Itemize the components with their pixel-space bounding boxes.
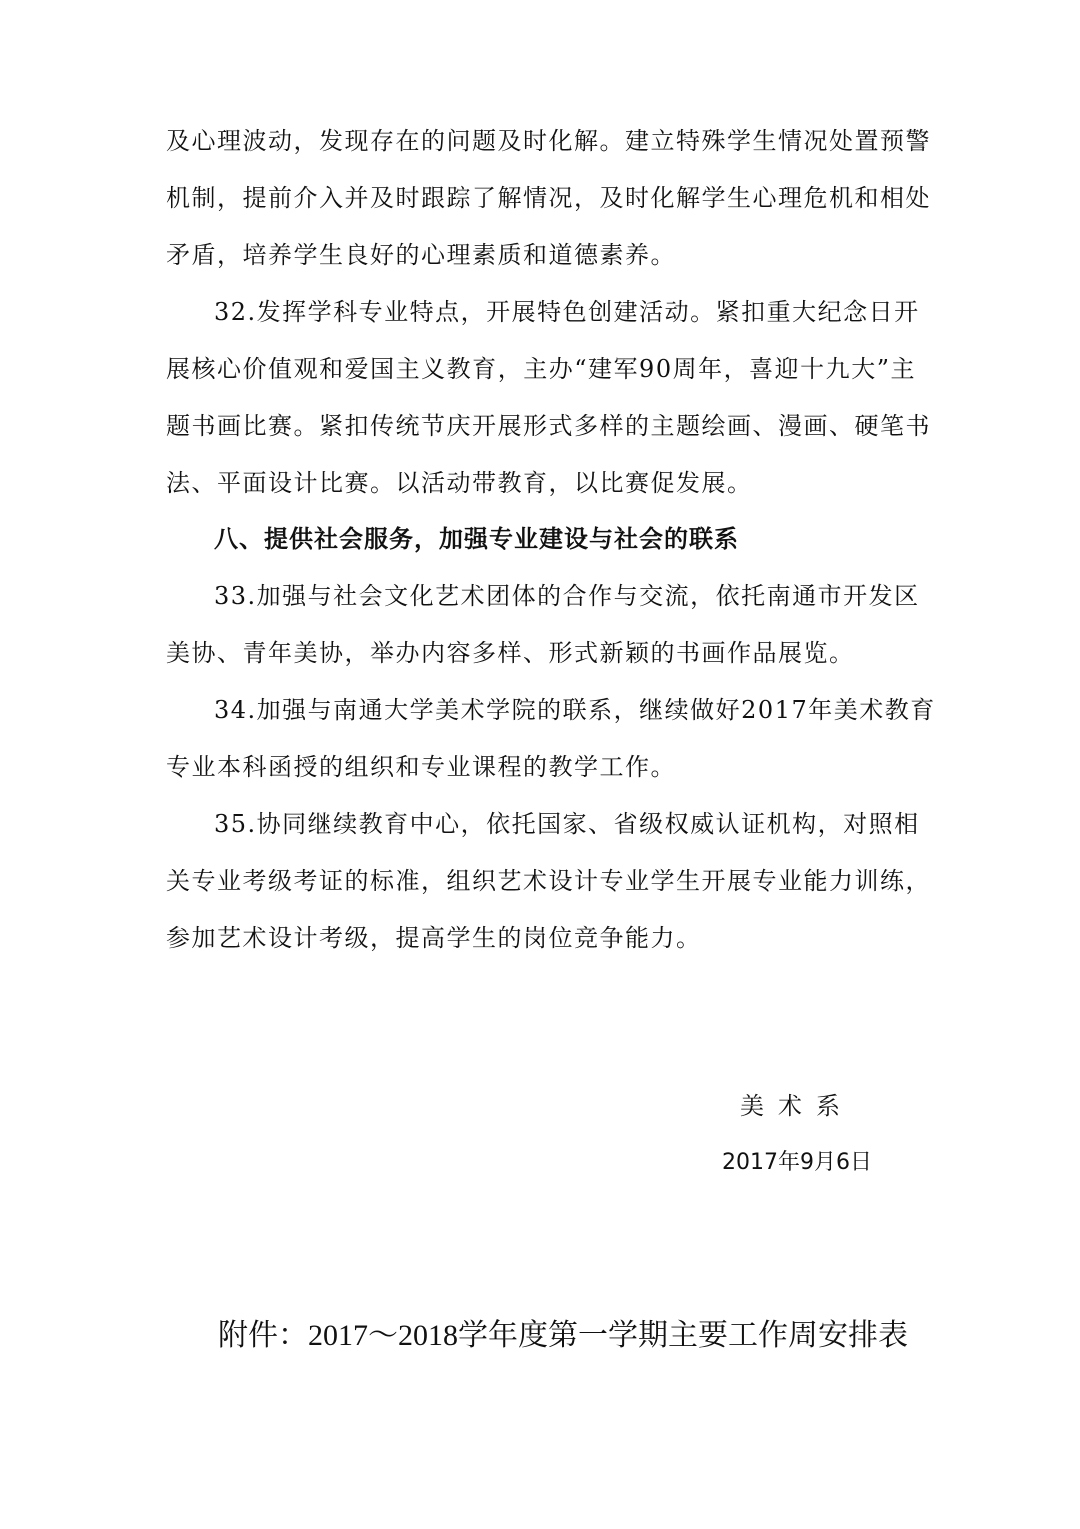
paragraph-line: 展核心价值观和爱国主义教育，主办“建军90周年，喜迎十九大”主 — [166, 355, 916, 383]
paragraph-line: 参加艺术设计考级，提高学生的岗位竞争能力。 — [166, 924, 702, 952]
paragraph-line: 机制，提前介入并及时跟踪了解情况，及时化解学生心理危机和相处 — [166, 184, 931, 212]
signature-department: 美术系 — [740, 1092, 854, 1120]
paragraph-line: 法、平面设计比赛。以活动带教育，以比赛促发展。 — [166, 469, 753, 497]
paragraph-line: 33.加强与社会文化艺术团体的合作与交流，依托南通市开发区 — [214, 582, 920, 610]
paragraph-line: 及心理波动，发现存在的问题及时化解。建立特殊学生情况处置预警 — [166, 127, 931, 155]
paragraph-line: 35.协同继续教育中心，依托国家、省级权威认证机构，对照相 — [214, 810, 920, 838]
paragraph-line: 矛盾，培养学生良好的心理素质和道德素养。 — [166, 241, 676, 269]
paragraph-line: 关专业考级考证的标准，组织艺术设计专业学生开展专业能力训练， — [166, 867, 931, 895]
paragraph-line: 题书画比赛。紧扣传统节庆开展形式多样的主题绘画、漫画、硬笔书 — [166, 412, 931, 440]
paragraph-line: 34.加强与南通大学美术学院的联系，继续做好2017年美术教育 — [214, 696, 936, 724]
paragraph-line: 美协、青年美协，举办内容多样、形式新颖的书画作品展览。 — [166, 639, 855, 667]
paragraph-line: 专业本科函授的组织和专业课程的教学工作。 — [166, 753, 676, 781]
signature-date: 2017年9月6日 — [722, 1150, 872, 1175]
attachment-title: 附件：2017～2018学年度第一学期主要工作周安排表 — [218, 1319, 908, 1352]
section-heading: 八、提供社会服务，加强专业建设与社会的联系 — [214, 525, 739, 553]
paragraph-line: 32.发挥学科专业特点，开展特色创建活动。紧扣重大纪念日开 — [214, 298, 920, 326]
